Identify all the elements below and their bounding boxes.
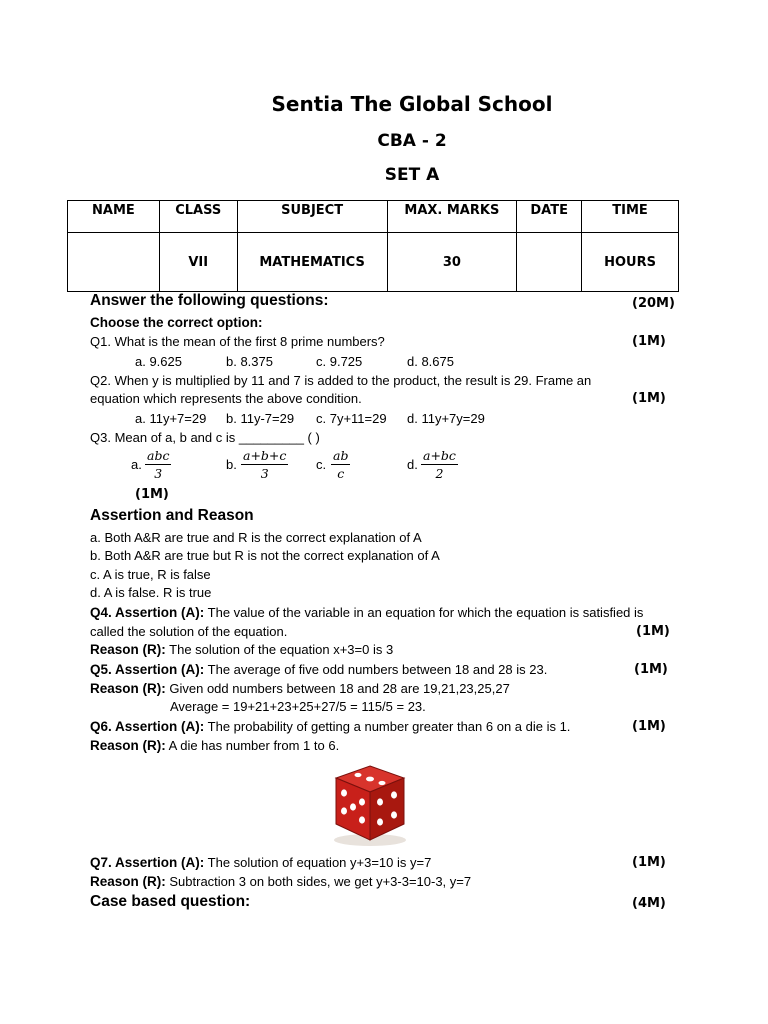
- q4-marks: (1M): [636, 624, 670, 639]
- section2-heading: Case based question:: [90, 893, 251, 910]
- q3-option-c-numerator: ab: [333, 448, 349, 463]
- q7-assertion: [90, 855, 431, 871]
- q3-option-d-denominator: 2: [435, 466, 444, 481]
- q3-option-c-fraction: [331, 447, 350, 482]
- q6-reason-label: Reason (R):: [90, 738, 166, 753]
- q2-line1: Q2. When y is multiplied by 11 and 7 is added to the product, the result is 29. Frame an: [90, 373, 592, 388]
- q2-option-d: d. 11y+7y=29: [407, 411, 485, 426]
- q6-assertion-text: The probability of getting a number greater than 6 on a die is 1.: [204, 719, 571, 734]
- q5-assertion-label: Q5. Assertion (A):: [90, 662, 205, 677]
- q1-option-a: a. 9.625: [135, 354, 182, 369]
- q6-marks: (1M): [632, 719, 666, 734]
- q3-marks: (1M): [135, 487, 169, 502]
- q5-marks: (1M): [634, 662, 668, 677]
- q7-assertion-label: Q7. Assertion (A):: [90, 855, 205, 870]
- q3-option-b-fraction: [241, 447, 288, 482]
- school-title: Sentia The Global School: [271, 92, 553, 116]
- q5-assertion-text: The average of five odd numbers between 18 and 28 is 23.: [204, 662, 548, 677]
- header-date: DATE: [517, 201, 582, 233]
- q4-assertion-label: Q4. Assertion (A):: [90, 605, 205, 620]
- q3-option-d-label: d.: [407, 457, 418, 472]
- assertion-choice-a: a. Both A&R are true and R is the correct explanation of A: [90, 530, 422, 545]
- q5-reason: [90, 681, 510, 697]
- q3-option-b-label: b.: [226, 457, 237, 472]
- q7-reason: [90, 874, 471, 890]
- q3-option-b-denominator: 3: [260, 466, 269, 481]
- section1-marks: (20M): [632, 296, 675, 311]
- q3-option-c-label: c.: [316, 457, 327, 472]
- value-name[interactable]: [68, 233, 160, 292]
- q1-option-b: b. 8.375: [226, 354, 273, 369]
- q4-assertion-text: The value of the variable in an equation for which the equation is satisfied is: [204, 605, 644, 620]
- q7-reason-text: Subtraction 3 on both sides, we get y+3-3=10-3, y=7: [165, 874, 472, 889]
- q7-assertion-text: The solution of equation y+3=10 is y=7: [204, 855, 432, 870]
- q5-reason-text-2: Average = 19+21+23+25+27/5 = 115/5 = 23.: [170, 699, 426, 714]
- q3-option-d-numerator: a+bc: [423, 448, 456, 463]
- q3-option-a-fraction: [145, 447, 171, 482]
- section1-subheading: Choose the correct option:: [90, 315, 263, 330]
- value-time: HOURS: [582, 233, 679, 292]
- q4-reason: [90, 642, 393, 658]
- q2-option-a: a. 11y+7=29: [135, 411, 207, 426]
- value-date[interactable]: [517, 233, 582, 292]
- q3-option-a-numerator: abc: [147, 448, 170, 463]
- q7-reason-label: Reason (R):: [90, 874, 166, 889]
- q2-line2: equation which represents the above condition.: [90, 391, 362, 406]
- assertion-choice-d: d. A is false. R is true: [90, 585, 212, 600]
- q3-option-b-numerator: a+b+c: [243, 448, 287, 463]
- section1-heading: Answer the following questions:: [90, 292, 329, 309]
- q2-option-b: b. 11y-7=29: [226, 411, 295, 426]
- q1-marks: (1M): [632, 334, 666, 349]
- assertion-choice-b: b. Both A&R are true but R is not the correct explanation of A: [90, 548, 440, 563]
- header-max-marks: MAX. MARKS: [387, 201, 517, 233]
- q4-assertion-text-2: called the solution of the equation.: [90, 624, 288, 639]
- value-subject: MATHEMATICS: [237, 233, 387, 292]
- q6-assertion-label: Q6. Assertion (A):: [90, 719, 205, 734]
- value-max-marks: 30: [387, 233, 517, 292]
- student-info-table: [67, 200, 679, 292]
- header-name: NAME: [68, 201, 160, 233]
- q6-reason: [90, 738, 339, 754]
- q5-assertion: [90, 662, 547, 678]
- set-title: SET A: [384, 165, 440, 185]
- q3-option-a-denominator: 3: [154, 466, 163, 481]
- q4-reason-label: Reason (R):: [90, 642, 166, 657]
- q6-assertion: [90, 719, 570, 735]
- q5-reason-text: Given odd numbers between 18 and 28 are 19,21,23,25,27: [165, 681, 510, 696]
- q3-option-c-denominator: c: [337, 466, 345, 481]
- q2-marks: (1M): [632, 391, 666, 406]
- q6-reason-text: A die has number from 1 to 6.: [165, 738, 340, 753]
- exam-title: CBA - 2: [377, 131, 447, 151]
- q4-reason-text: The solution of the equation x+3=0 is 3: [165, 642, 394, 657]
- q1-option-c: c. 9.725: [316, 354, 363, 369]
- dice-icon: [328, 762, 412, 848]
- section2-marks: (4M): [632, 896, 666, 911]
- assertion-choice-c: c. A is true, R is false: [90, 567, 211, 582]
- q1-option-d: d. 8.675: [407, 354, 454, 369]
- q1-text: Q1. What is the mean of the first 8 prime numbers?: [90, 334, 385, 349]
- header-time: TIME: [582, 201, 679, 233]
- q3-option-d-fraction: [421, 447, 458, 482]
- q2-option-c: c. 7y+11=29: [316, 411, 387, 426]
- q7-marks: (1M): [632, 855, 666, 870]
- header-subject: SUBJECT: [237, 201, 387, 233]
- value-class: VII: [159, 233, 237, 292]
- q3-text: Q3. Mean of a, b and c is _________ ( ): [90, 430, 320, 445]
- assertion-heading: Assertion and Reason: [90, 507, 254, 524]
- q5-reason-label: Reason (R):: [90, 681, 166, 696]
- header-class: CLASS: [159, 201, 237, 233]
- q3-option-a-label: a.: [131, 457, 142, 472]
- q4-assertion: [90, 605, 643, 621]
